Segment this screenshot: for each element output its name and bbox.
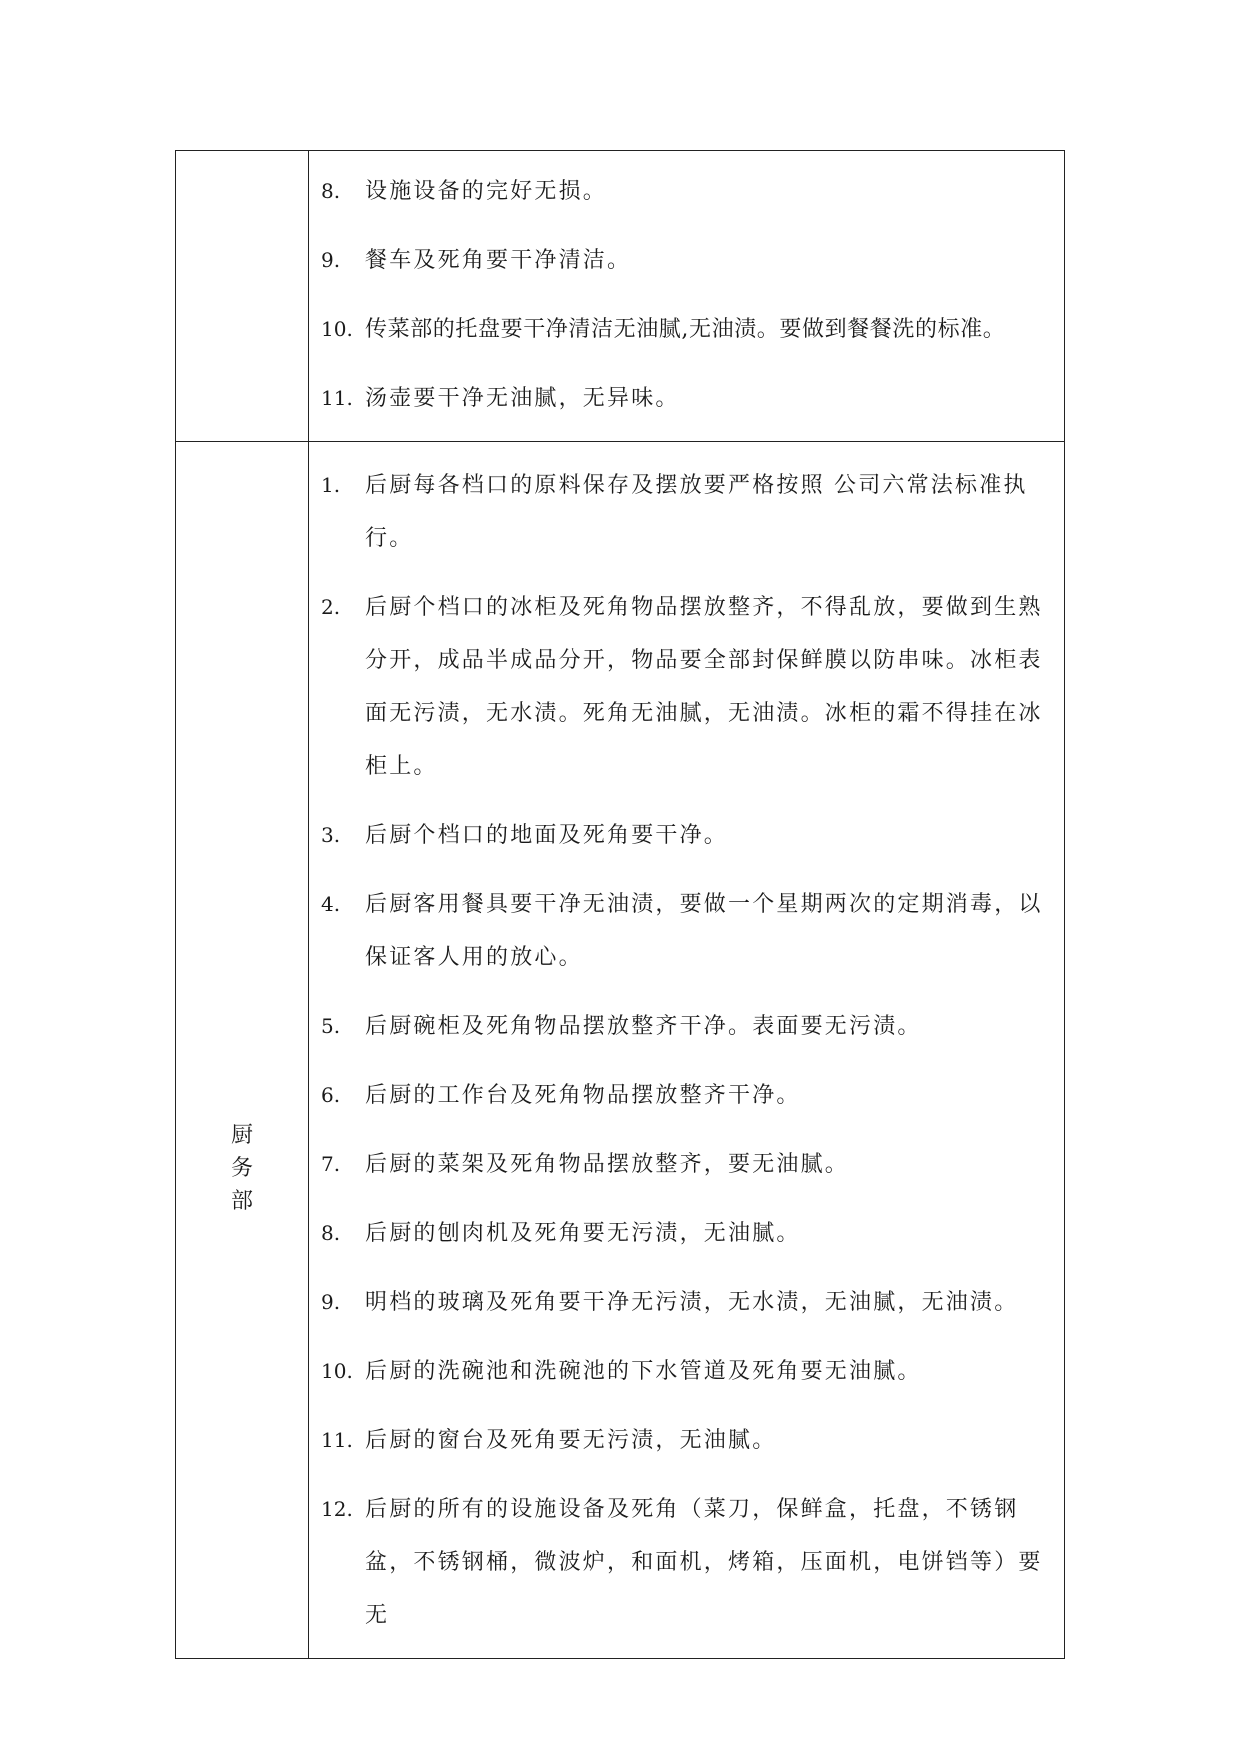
list-item xyxy=(321,459,1056,565)
item-number: 10. xyxy=(321,317,353,341)
list-item xyxy=(321,1138,1056,1191)
list-item xyxy=(321,1345,1056,1398)
department-cell xyxy=(176,151,309,442)
list-item xyxy=(321,1276,1056,1329)
item-text: 明档的玻璃及死角要干净无污渍，无水渍，无油腻，无油渍。 xyxy=(365,1290,1019,1315)
item-text: 后厨客用餐具要干净无油渍，要做一个星期两次的定期消毒，以保证客人用的放心。 xyxy=(365,892,1043,970)
item-text: 后厨碗柜及死角物品摆放整齐干净。表面要无污渍。 xyxy=(365,1014,922,1039)
item-number: 11. xyxy=(321,386,353,410)
content-cell xyxy=(309,151,1065,442)
item-number: 1. xyxy=(321,473,341,497)
item-number: 5. xyxy=(321,1014,341,1038)
item-text: 后厨每各档口的原料保存及摆放要严格按照 公司六常法标准执行。 xyxy=(365,473,1028,551)
list-item xyxy=(321,372,1056,425)
standards-table xyxy=(175,150,1065,1659)
item-text: 传菜部的托盘要干净清洁无油腻,无油渍。要做到餐餐洗的标准。 xyxy=(365,317,1006,342)
item-number: 10. xyxy=(321,1359,353,1383)
department-char: 部 xyxy=(230,1188,253,1214)
list-item xyxy=(321,165,1056,218)
department-char: 务 xyxy=(230,1155,253,1181)
table-row xyxy=(176,151,1065,442)
list-item xyxy=(321,1069,1056,1122)
item-number: 12. xyxy=(321,1497,353,1521)
list-item xyxy=(321,234,1056,287)
list-item xyxy=(321,1207,1056,1260)
item-list xyxy=(309,151,1064,425)
list-item xyxy=(321,1414,1056,1467)
item-number: 8. xyxy=(321,1221,341,1245)
list-item xyxy=(321,303,1056,356)
department-char: 厨 xyxy=(230,1122,253,1148)
item-list xyxy=(309,442,1064,1642)
item-number: 7. xyxy=(321,1152,341,1176)
table-row xyxy=(176,442,1065,1659)
list-item xyxy=(321,878,1056,984)
item-text: 后厨的菜架及死角物品摆放整齐，要无油腻。 xyxy=(365,1152,850,1177)
item-number: 6. xyxy=(321,1083,341,1107)
department-label xyxy=(231,1119,253,1218)
item-text: 后厨个档口的冰柜及死角物品摆放整齐，不得乱放，要做到生熟分开，成品半成品分开，物品要全部封保鲜膜以防串味。冰柜表面无污渍，无水渍。死角无油腻，无油渍。冰柜的霜不得挂在冰柜上。 xyxy=(365,595,1043,779)
item-text: 后厨的洗碗池和洗碗池的下水管道及死角要无油腻。 xyxy=(365,1359,922,1384)
item-number: 2. xyxy=(321,595,341,619)
item-text: 后厨的刨肉机及死角要无污渍，无油腻。 xyxy=(365,1221,801,1246)
item-text: 设施设备的完好无损。 xyxy=(365,179,608,204)
item-text: 餐车及死角要干净清洁。 xyxy=(365,248,632,273)
item-text: 后厨的窗台及死角要无污渍，无油腻。 xyxy=(365,1428,777,1453)
item-number: 8. xyxy=(321,179,341,203)
list-item xyxy=(321,1483,1056,1642)
content-cell xyxy=(309,442,1065,1659)
list-item xyxy=(321,581,1056,793)
item-number: 11. xyxy=(321,1428,353,1452)
item-text: 汤壶要干净无油腻，无异味。 xyxy=(365,386,680,411)
list-item xyxy=(321,809,1056,862)
department-cell xyxy=(176,442,309,1659)
item-text: 后厨的所有的设施设备及死角（菜刀，保鲜盒，托盘，不锈钢盆，不锈钢桶，微波炉，和面机，烤箱，压面机，电饼铛等）要 无 xyxy=(365,1497,1043,1628)
item-text: 后厨的工作台及死角物品摆放整齐干净。 xyxy=(365,1083,801,1108)
item-number: 9. xyxy=(321,248,341,272)
list-item xyxy=(321,1000,1056,1053)
item-number: 3. xyxy=(321,823,341,847)
item-number: 9. xyxy=(321,1290,341,1314)
item-text: 后厨个档口的地面及死角要干净。 xyxy=(365,823,729,848)
item-number: 4. xyxy=(321,892,341,916)
